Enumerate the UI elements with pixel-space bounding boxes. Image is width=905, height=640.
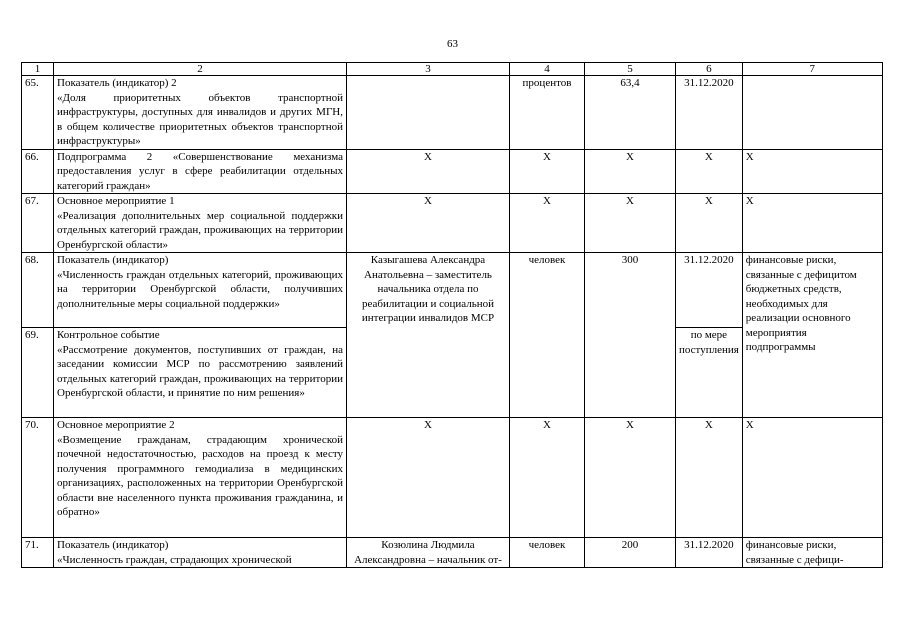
item-description: [54, 76, 347, 150]
x-mark: X: [676, 149, 743, 194]
header-row: [22, 63, 883, 76]
row-number: 67.: [22, 194, 54, 253]
item-description: Подпрограмма 2 «Совершенствование механизма предоставления услуг в сфере реабилитации отдельных категорий граждан»: [54, 149, 347, 194]
item-title: Контрольное событие: [57, 329, 160, 341]
item-description: [54, 194, 347, 253]
x-mark: X: [742, 149, 882, 194]
row-number: 69.: [22, 328, 54, 418]
plan-table: [21, 62, 883, 568]
row-number: 71.: [22, 538, 54, 568]
row-number: 65.: [22, 76, 54, 150]
x-mark: X: [510, 149, 585, 194]
x-mark: X: [585, 149, 676, 194]
x-mark: X: [742, 418, 882, 538]
date-cell: 31.12.2020: [676, 538, 743, 568]
header-cell: 6: [676, 63, 743, 76]
header-cell: 4: [510, 63, 585, 76]
x-mark: X: [510, 194, 585, 253]
x-mark: X: [510, 418, 585, 538]
risk-cell: финансовые риски, связанные с дефици-: [742, 538, 882, 568]
x-mark: X: [742, 194, 882, 253]
x-mark: X: [585, 418, 676, 538]
header-cell: 5: [585, 63, 676, 76]
table-row: [22, 149, 883, 194]
row-number: 70.: [22, 418, 54, 538]
x-mark: X: [676, 194, 743, 253]
x-mark: X: [347, 418, 510, 538]
item-title: Показатель (индикатор): [57, 539, 169, 551]
value-cell: 300: [585, 253, 676, 418]
item-text: «Численность граждан, страдающих хронической: [57, 553, 292, 566]
table-row: [22, 76, 883, 150]
table-row: [22, 418, 883, 538]
item-title: Показатель (индикатор): [57, 254, 169, 266]
table-row: [22, 194, 883, 253]
header-cell: 7: [742, 63, 882, 76]
table-row: [22, 538, 883, 568]
responsible-cell: Козюлина Людмила Александровна – начальник от-: [347, 538, 510, 568]
x-mark: X: [676, 418, 743, 538]
item-text: «Численность граждан отдельных категорий, проживающих на территории Оренбургской области, получивших дополнительные меры социальной поддержки»: [57, 268, 343, 310]
item-text: «Возмещение гражданам, страдающим хронической почечной недостаточностью, расходов на проезд к месту получения программного гемодиализа в медицинских организациях, расположенных на территории Оренбургской области вне населенного пункта проживания гражданина, и обратно»: [57, 433, 343, 518]
page-number: 63: [447, 38, 458, 50]
responsible-cell: Казыгашева Александра Анатольевна – заместитель начальника отдела по реабилитации и социальной интеграции инвалидов МСР: [347, 253, 510, 418]
item-text: «Доля приоритетных объектов транспортной инфраструктуры, доступных для инвалидов и других МГН, в общем количестве приоритетных объектов транспортной инфраструктуры»: [57, 91, 343, 147]
date-cell: по мере поступления: [676, 328, 743, 418]
item-description: [54, 253, 347, 328]
item-title: Показатель (индикатор) 2: [57, 77, 177, 89]
item-title: Основное мероприятие 2: [57, 419, 175, 431]
value-cell: 63,4: [585, 76, 676, 150]
risk-cell: финансовые риски, связанные с дефицитом бюджетных средств, необходимых для реализации основного мероприятия подпрограммы: [742, 253, 882, 418]
row-number: 68.: [22, 253, 54, 328]
table-row: [22, 253, 883, 328]
header-cell: 2: [54, 63, 347, 76]
item-description: [54, 418, 347, 538]
row-number: 66.: [22, 149, 54, 194]
item-description: [54, 538, 347, 568]
header-cell: 3: [347, 63, 510, 76]
date-cell: 31.12.2020: [676, 253, 743, 328]
unit-cell: процентов: [510, 76, 585, 150]
value-cell: 200: [585, 538, 676, 568]
x-mark: X: [347, 194, 510, 253]
date-cell: 31.12.2020: [676, 76, 743, 150]
x-mark: X: [585, 194, 676, 253]
item-title: Основное мероприятие 1: [57, 195, 175, 207]
responsible-cell: [347, 76, 510, 150]
header-cell: 1: [22, 63, 54, 76]
unit-cell: человек: [510, 253, 585, 418]
risk-cell: [742, 76, 882, 150]
item-description: [54, 328, 347, 418]
unit-cell: человек: [510, 538, 585, 568]
item-text: «Рассмотрение документов, поступивших от граждан, на заседании комиссии МСР по рассмотрению заявлений отдельных категорий граждан, проживающих на территории Оренбургской области, и принятие по ним решения»: [57, 343, 343, 399]
x-mark: X: [347, 149, 510, 194]
item-text: «Реализация дополнительных мер социальной поддержки отдельных категорий граждан, проживающих на территории Оренбургской области»: [57, 209, 343, 251]
